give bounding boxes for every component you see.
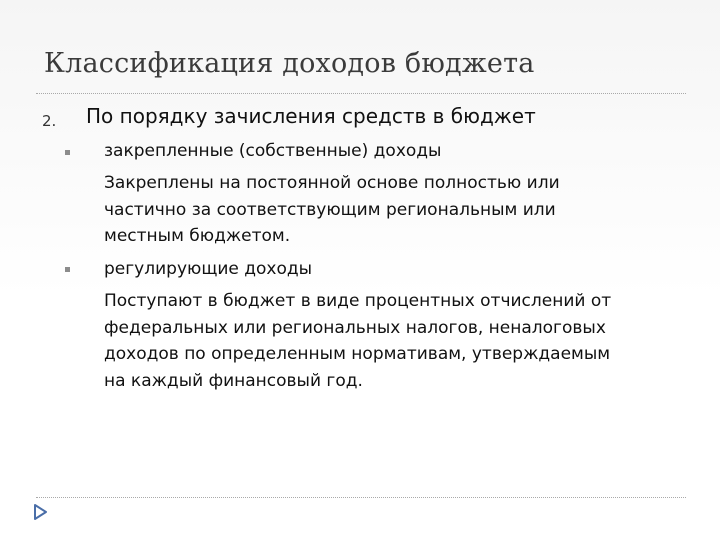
item-1-description: [104, 170, 560, 250]
item-2-label: регулирующие доходы: [104, 259, 313, 279]
title-divider: [36, 93, 686, 94]
item-1-label: закрепленные (собственные) доходы: [104, 141, 442, 161]
description-line: федеральных или региональных налогов, неналоговых: [104, 317, 606, 338]
section-heading: По порядку зачисления средств в бюджет: [86, 104, 536, 128]
list-number: 2.: [42, 112, 57, 130]
description-line: Закреплены на постоянной основе полностью или: [104, 173, 560, 193]
description-line: на каждый финансовый год.: [104, 370, 363, 391]
description-line: Поступают в бюджет в виде процентных отчислений от: [104, 291, 612, 311]
description-line: частично за соответствующим региональным или: [104, 199, 556, 220]
description-line: местным бюджетом.: [104, 226, 291, 246]
item-2-description: [104, 288, 611, 394]
square-bullet-icon: [65, 267, 70, 272]
slide-title: Классификация доходов бюджета: [44, 48, 535, 79]
square-bullet-icon: [65, 150, 70, 155]
triangle-right-icon[interactable]: [34, 504, 48, 520]
description-line: доходов по определенным нормативам, утверждаемым: [104, 344, 611, 364]
footer-divider: [36, 497, 686, 498]
